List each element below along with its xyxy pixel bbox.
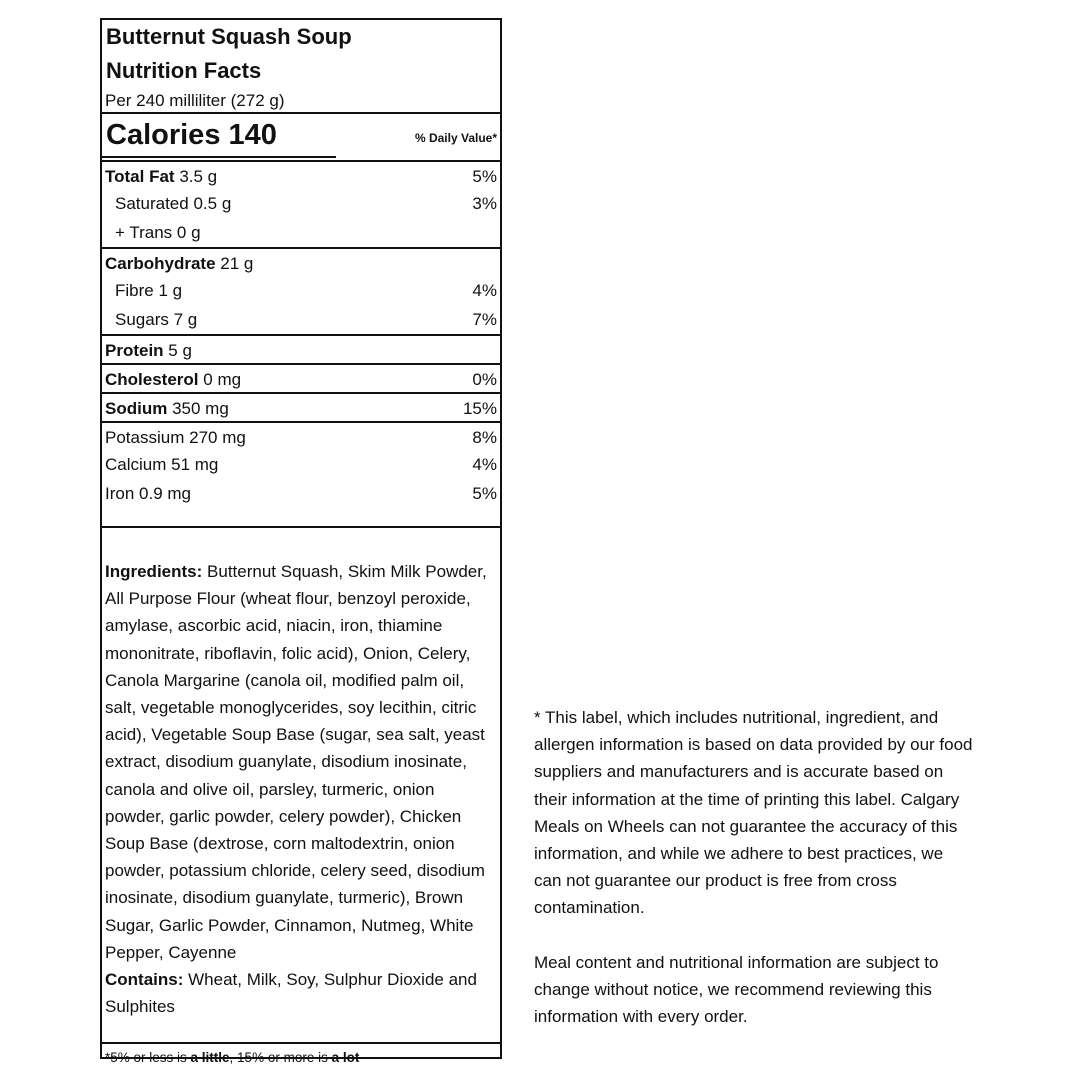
- nutrient-name: Saturated: [115, 194, 189, 213]
- contains-paragraph: [105, 966, 496, 1020]
- nutrient-name: Potassium: [105, 428, 185, 447]
- nutrient-amount: 270 mg: [189, 428, 246, 447]
- calories-value: 140: [228, 119, 277, 151]
- nutrient-amount: 0 mg: [203, 370, 242, 389]
- section-divider: [102, 508, 500, 528]
- nutrient-dv: 7%: [472, 310, 497, 329]
- ingredients-label: Ingredients:: [105, 562, 203, 581]
- ingredients-section: [102, 528, 500, 1044]
- nutrient-row-fibre: [102, 276, 500, 305]
- daily-value-header: % Daily Value*: [414, 131, 497, 145]
- footnote-little: a little: [190, 1050, 230, 1065]
- disclaimer-paragraph-1: * This label, which includes nutritional, ingredient, and allergen information is based on data provided by our food suppliers and manufacturers and is accurate based on their information at the time of printing this label. Calgary Meals on Wheels can not guarantee the accuracy of this information, and while we adhere to best practices, we can not guarantee our product is free from cross contamination.: [534, 708, 973, 918]
- nutrient-dv: 0%: [472, 370, 497, 389]
- nutrient-row-cholesterol: [102, 363, 500, 392]
- nutrient-amount: 5 g: [168, 341, 192, 360]
- nutrient-name: Cholesterol: [105, 370, 199, 389]
- nutrient-amount: 0 g: [176, 223, 201, 242]
- serving-size: Per 240 milliliter (272 g): [102, 88, 500, 114]
- nutrient-name: Carbohydrate: [105, 254, 216, 273]
- nutrient-row-carbohydrate: [102, 247, 500, 276]
- calories-rule: [102, 156, 336, 158]
- nutrient-amount: 21 g: [220, 254, 254, 273]
- nutrient-amount: 350 mg: [172, 399, 229, 418]
- product-name: Butternut Squash Soup: [106, 24, 352, 49]
- nutrient-dv: 4%: [472, 281, 497, 300]
- footnote-lot: a lot: [331, 1050, 360, 1065]
- nutrient-dv: 4%: [472, 455, 497, 474]
- nutrition-facts-heading: Nutrition Facts: [106, 58, 262, 83]
- nutrient-amount: 7 g: [173, 310, 198, 329]
- nutrient-row-sodium: [102, 392, 500, 421]
- nutrient-row-saturated: [102, 189, 500, 218]
- nutrient-dv: 3%: [472, 194, 497, 213]
- contains-label: Contains:: [105, 970, 184, 990]
- nutrient-name: Iron: [105, 484, 135, 503]
- nutrient-row-potassium: [102, 421, 500, 450]
- nutrient-name: Sodium: [105, 399, 168, 418]
- nutrient-row-calcium: [102, 450, 500, 479]
- nutrient-row-sugars: [102, 305, 500, 334]
- ingredients-paragraph: [105, 558, 496, 966]
- disclaimer-paragraph-2: Meal content and nutritional information are subject to change without notice, we recommend reviewing this information with every order.: [534, 952, 939, 1027]
- nutrient-dv: 15%: [462, 399, 497, 418]
- nutrient-row-trans: [102, 218, 500, 247]
- disclaimer: [534, 704, 974, 1030]
- nutrient-name: + Trans: [115, 223, 173, 242]
- nutrient-name: Calcium: [105, 455, 167, 474]
- ingredients-text: Butternut Squash, Skim Milk Powder, All Purpose Flour (wheat flour, benzoyl peroxide, amylase, ascorbic acid, niacin, iron, thiamine mononitrate, riboflavin, folic acid), Onion, Celery, Canola Margarine (canola oil, modified palm oil, salt, vegetable monoglycerides, soy lecithin, citric acid), Vegetable Soup Base (sugar, sea salt, yeast extract, disodium guanylate, disodium inosinate, canola and olive oil, parsley, turmeric, onion powder, garlic powder, celery powder), Chicken Soup Base (dextrose, corn maltodextrin, onion powder, potassium chloride, celery seed, disodium inosinate, disodium guanylate, turmeric), Brown Sugar, Garlic Powder, Cinnamon, Nutmeg, White Pepper, Cayenne: [105, 562, 487, 962]
- nutrient-name: Protein: [105, 341, 164, 360]
- nutrient-name: Total Fat: [105, 167, 175, 186]
- nutrient-name: Sugars: [115, 310, 169, 329]
- nutrient-amount: 51 mg: [171, 455, 219, 474]
- nutrient-dv: 8%: [472, 428, 497, 447]
- nutrient-name: Fibre: [115, 281, 154, 300]
- nutrient-amount: 0.9 mg: [139, 484, 192, 503]
- nutrient-row-total-fat: [102, 160, 500, 189]
- contains-text: Wheat, Milk, Soy, Sulphur Dioxide and Sulphites: [105, 970, 477, 1017]
- nutrient-dv: 5%: [472, 484, 497, 503]
- nutrient-amount: 0.5 g: [193, 194, 232, 213]
- nutrient-amount: 3.5 g: [179, 167, 218, 186]
- calories-label: Calories: [106, 119, 221, 151]
- nutrient-amount: 1 g: [158, 281, 183, 300]
- nutrition-label: [100, 18, 502, 1065]
- calories-row: [102, 114, 500, 160]
- calories: [106, 118, 277, 152]
- nutrient-row-iron: [102, 479, 500, 508]
- footnote-middle: , 15% or more is: [229, 1050, 332, 1065]
- daily-value-footnote: [102, 1044, 500, 1071]
- footnote-prefix: *5% or less is: [105, 1050, 191, 1065]
- nutrient-row-protein: [102, 334, 500, 363]
- nutrient-dv: 5%: [472, 167, 497, 186]
